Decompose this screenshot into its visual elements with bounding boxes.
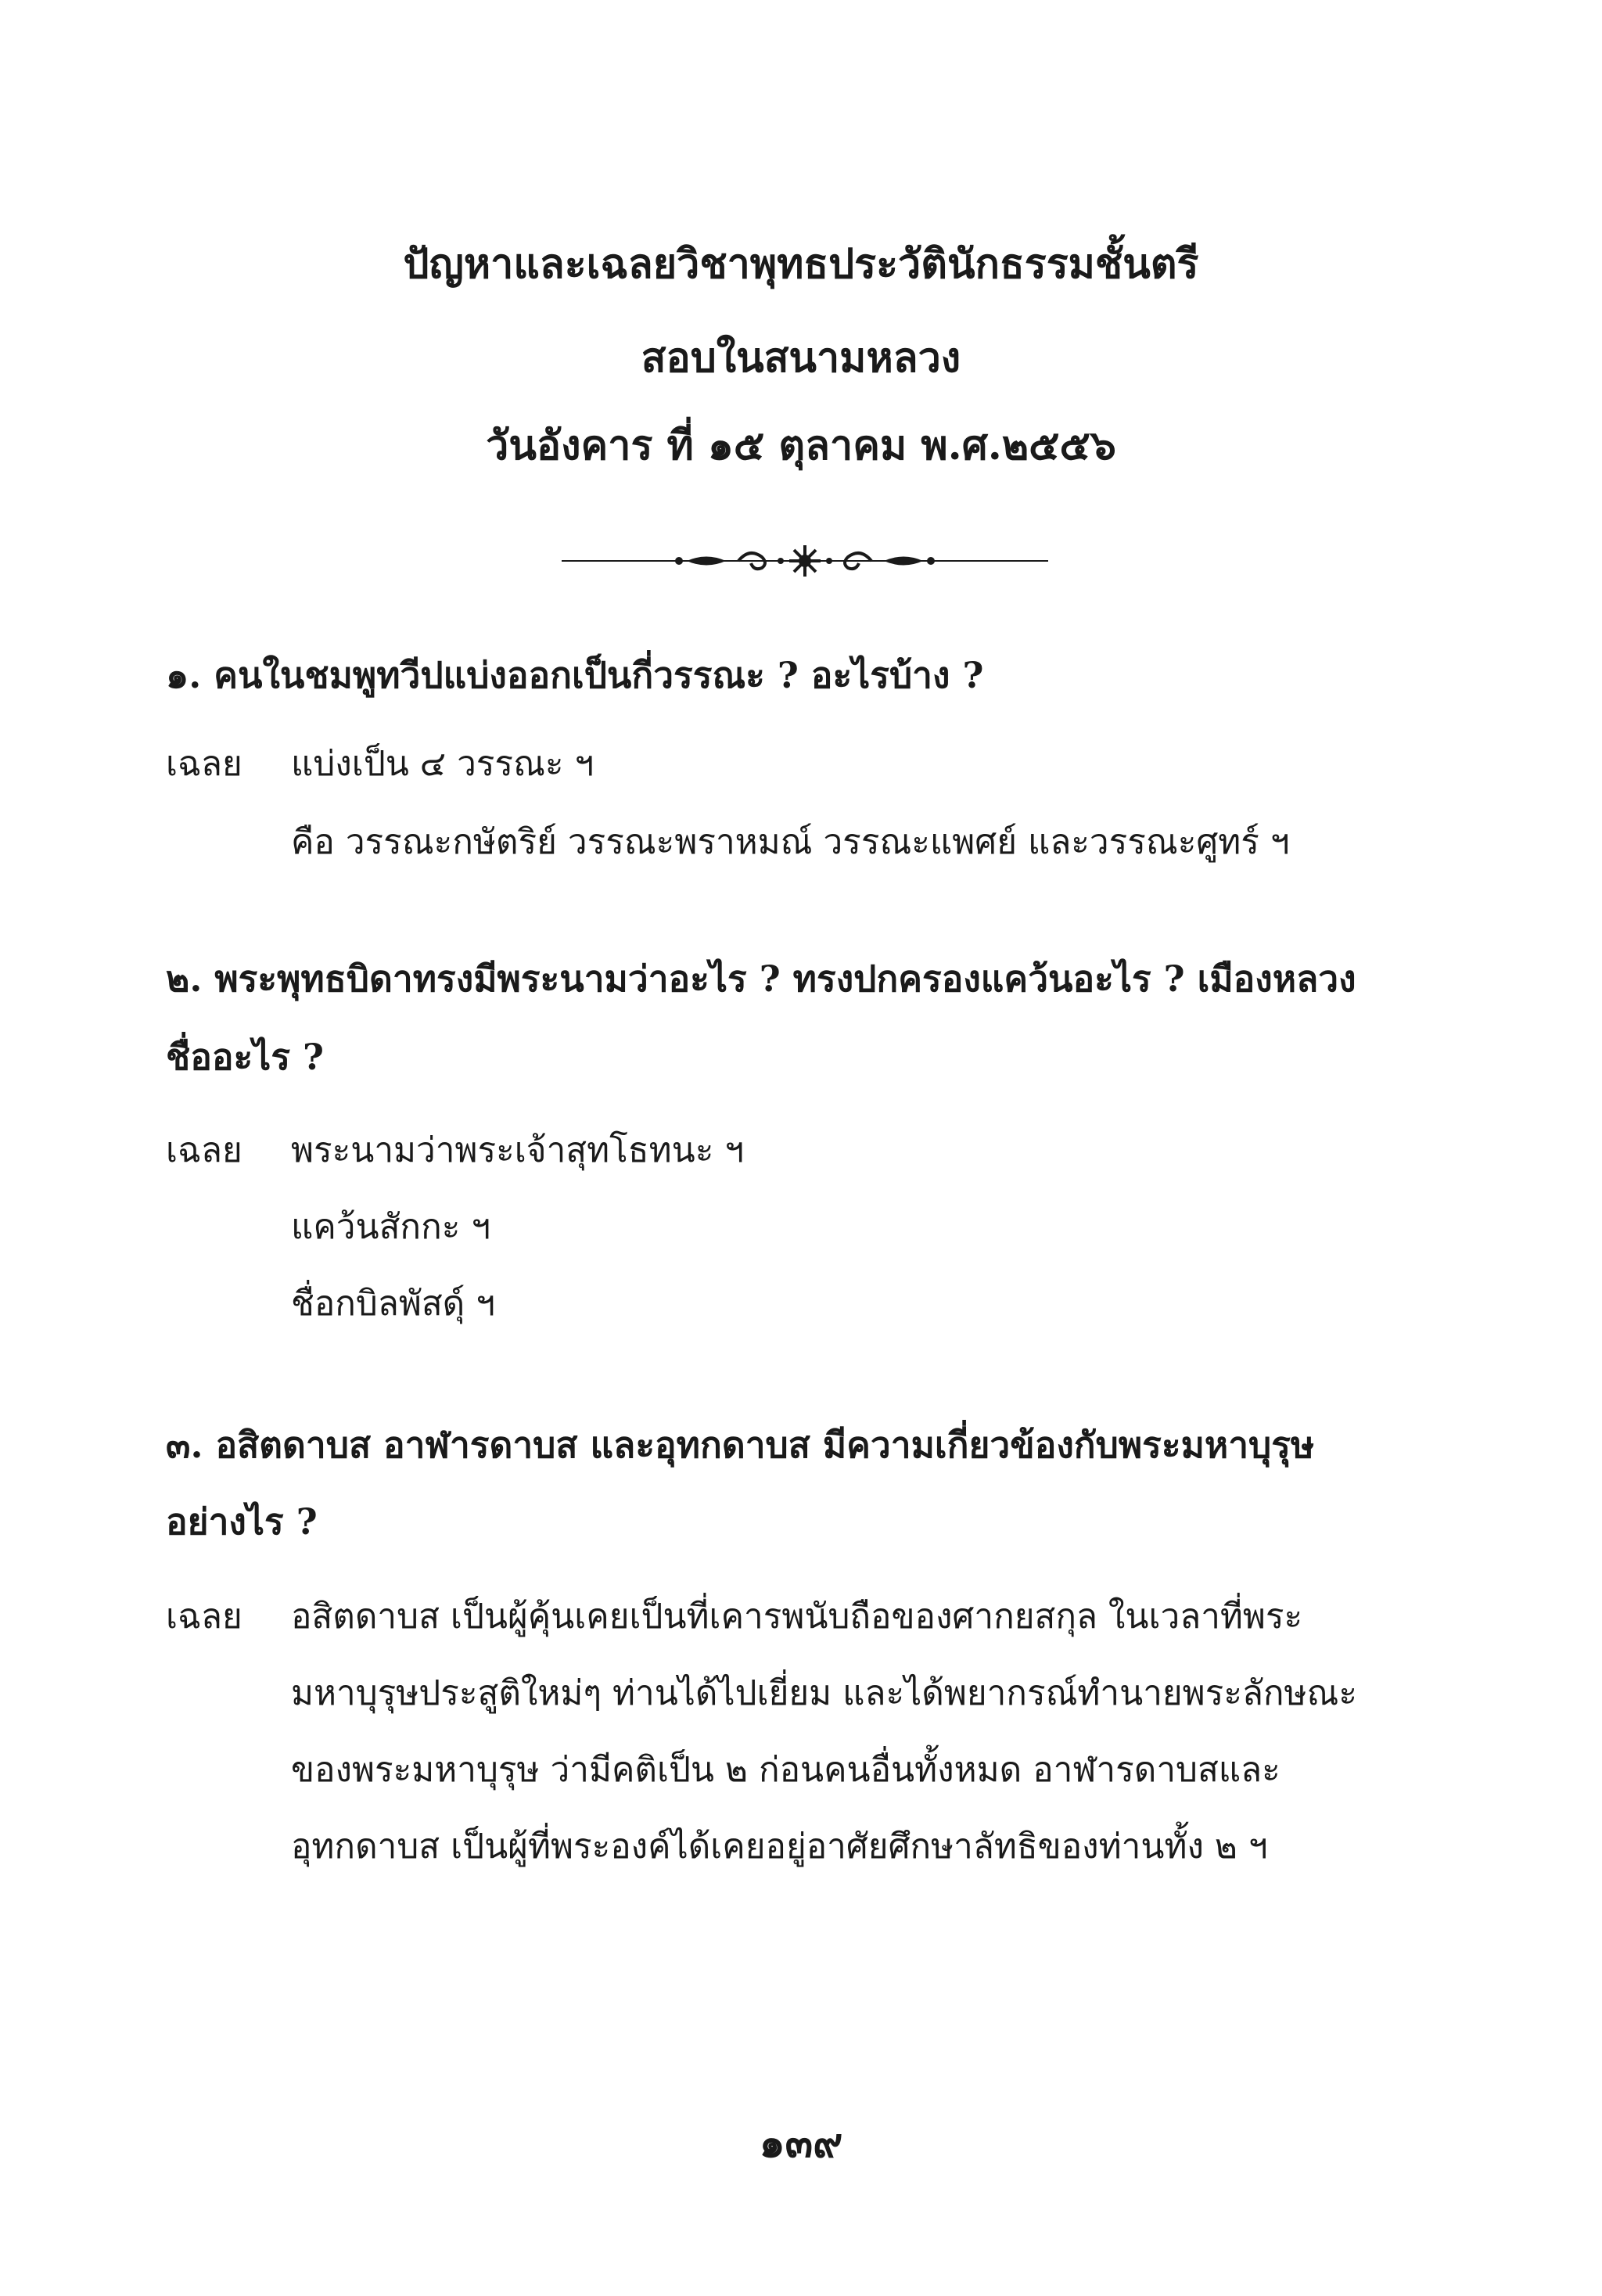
answer-2-line-1: พระนามว่าพระเจ้าสุทโธทนะ ฯ [291,1130,745,1170]
answer-2-line-2: แคว้นสักกะ ฯ [291,1207,491,1247]
answer-2-line-3: ชื่อกบิลพัสดุ์ ฯ [291,1284,495,1324]
answer-3-line-1: อสิตดาบส เป็นผู้คุ้นเคยเป็นที่เคารพนับถือของศากยสกุล ในเวลาที่พระ [291,1597,1303,1637]
page-number: ๑๓๙ [759,2119,843,2167]
answer-1-line-1: แบ่งเป็น ๔ วรรณะ ฯ [291,744,594,784]
answer-3-line-3: ของพระมหาบุรุษ ว่ามีคติเป็น ๒ ก่อนคนอื่นทั้งหมด อาฬารดาบสและ [291,1750,1281,1790]
answer-label-1: เฉลย [166,744,242,784]
question-3-line-1: ๓. อสิตดาบส อาฬารดาบส และอุทกดาบส มีความเกี่ยวข้องกับพระมหาบุรุษ [166,1424,1315,1466]
page-subtitle: สอบในสนามหลวง [641,334,961,382]
answer-3-line-2: มหาบุรุษประสูติใหม่ๆ ท่านได้ไปเยี่ยม และได้พยากรณ์ทำนายพระลักษณะ [291,1673,1358,1713]
answer-label-3: เฉลย [166,1597,242,1637]
question-2-line-1: ๒. พระพุทธบิดาทรงมีพระนามว่าอะไร ? ทรงปกครองแคว้นอะไร ? เมืองหลวง [166,958,1356,1000]
exam-date: วันอังคาร ที่ ๑๕ ตุลาคม พ.ศ.๒๕๕๖ [486,422,1116,469]
question-1: ๑. คนในชมพูทวีปแบ่งออกเป็นกี่วรรณะ ? อะไรบ้าง ? [166,654,984,696]
ornament-divider [562,541,1048,580]
answer-1-line-2: คือ วรรณะกษัตริย์ วรรณะพราหมณ์ วรรณะแพศย์ และวรรณะศูทร์ ฯ [291,822,1290,862]
page-title: ปัญหาและเฉลยวิชาพุทธประวัตินักธรรมชั้นตรี [403,240,1199,288]
answer-3-line-4: อุทกดาบส เป็นผู้ที่พระองค์ได้เคยอยู่อาศัยศึกษาลัทธิของท่านทั้ง ๒ ฯ [291,1827,1268,1867]
question-3-line-2: อย่างไร ? [166,1500,318,1543]
answer-label-2: เฉลย [166,1130,242,1170]
question-2-line-2: ชื่ออะไร ? [166,1036,324,1078]
